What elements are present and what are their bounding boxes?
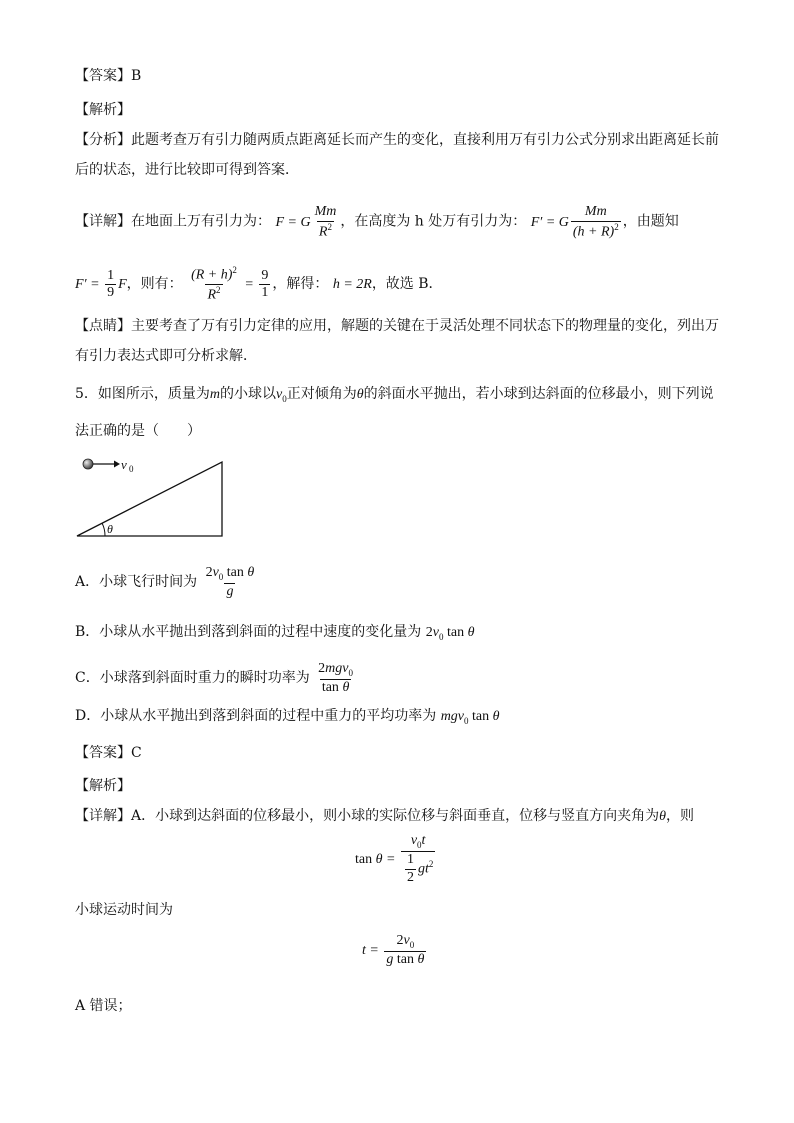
dianjing-line-2: 有引力表达式即可分析求解． — [75, 348, 257, 364]
answer-tag: 【答案】 — [75, 68, 131, 84]
xiangjie-tag-2: 【详解】 — [75, 808, 131, 824]
ball-icon — [83, 459, 93, 469]
option-c — [75, 662, 357, 696]
equation-time: t = $\frac{2v_0}{\text{g tan θ}}$ — [362, 933, 425, 968]
mass-symbol: m — [209, 387, 221, 402]
xiangjie-q5-end: ，则 — [666, 808, 694, 824]
xiangjie-text-3: ，由题知 — [622, 213, 679, 230]
xiangjie-q5-line-1 — [75, 806, 694, 827]
xiangjie-text-2: ，在高度为 h 处万有引力为： — [340, 213, 527, 230]
formula-F-height: F′ = G $\frac{Mm}{(h + R)^2}$ — [530, 204, 619, 240]
fenxi-line-2: 后的状态，进行比较即可得到答案． — [75, 162, 299, 178]
option-a-text: A．小球飞行时间为 — [75, 574, 198, 591]
v0-subscript: 0 — [129, 464, 134, 474]
option-d — [75, 706, 500, 731]
equation-tan-theta: tan θ = $v_0t$ $\frac{1}{2}$ $gt^2$ — [355, 833, 434, 885]
xiangjie-text-1: 在地面上万有引力为： — [131, 213, 271, 230]
formula-h-result: h = 2R — [332, 277, 372, 293]
xiangjie-text-5: ，解得： — [272, 276, 329, 293]
dianjing-text-1: 主要考查了万有引力定律的应用，解题的关键在于灵活处理不同状态下的物理量的变化，列出万 — [131, 318, 719, 334]
v0-label: v — [121, 457, 127, 472]
xiangjie-text-6: ，故选 B． — [371, 276, 443, 293]
option-d-text: D．小球从水平抛出到落到斜面的过程中重力的平均功率为 — [75, 708, 437, 724]
fenxi-line-1 — [75, 130, 719, 150]
q5-stem-b: 的小球以 — [220, 386, 277, 402]
answer-line-1 — [75, 66, 141, 86]
theta-label: θ — [107, 522, 113, 536]
formula-F-ratio: F′ = $\frac{1}{9}$ F — [75, 267, 127, 301]
option-b — [75, 622, 474, 647]
option-d-formula: mgv$_0$ tan θ — [440, 709, 500, 726]
incline-figure — [75, 452, 235, 542]
xiangjie-line-2 — [75, 266, 443, 304]
q5-stem-line-1 — [75, 384, 714, 409]
q5-stem-c: 正对倾角为 — [286, 386, 357, 402]
dianjing-tag: 【点睛】 — [75, 318, 131, 334]
analysis-tag-1: 【解析】 — [75, 102, 131, 118]
fenxi-text-1: 此题考查万有引力随两质点距离延长而产生的变化，直接利用万有引力公式分别求出距离延长前 — [131, 132, 719, 148]
angle-arc — [102, 523, 105, 536]
formula-F-surface: F = G $\frac{Mm}{R^2}$ — [275, 204, 337, 240]
option-b-formula: $2v_0$ tan θ — [425, 625, 475, 642]
fenxi-tag: 【分析】 — [75, 132, 131, 148]
xiangjie-line-1 — [75, 205, 679, 240]
option-c-text: C．小球落到斜面时重力的瞬时功率为 — [75, 670, 310, 687]
answer-tag-2: 【答案】 — [75, 745, 131, 761]
analysis-tag-2: 【解析】 — [75, 778, 131, 794]
xiangjie-tag: 【详解】 — [75, 213, 131, 230]
xiangjie-q5-text: A．小球到达斜面的位移最小，则小球的实际位移与斜面垂直，位移与竖直方向夹角为 — [131, 808, 660, 824]
option-a — [75, 566, 258, 600]
arrow-head-icon — [114, 461, 120, 468]
time-text: 小球运动时间为 — [75, 902, 173, 918]
q5-stem-d: 的斜面水平抛出，若小球到达斜面的位移最小，则下列说 — [363, 386, 714, 402]
v0-symbol: $v_0$ — [276, 387, 287, 404]
xiangjie-text-4: ，则有： — [126, 276, 183, 293]
dianjing-line-1 — [75, 316, 719, 336]
incline-triangle — [77, 462, 222, 536]
a-wrong-text: A 错误； — [75, 998, 132, 1014]
option-c-formula: $\frac{2mgv_0}{\text{tan θ}}$ — [318, 661, 353, 696]
option-a-formula: $\frac{2v_0 \tan \theta}{g}$ — [205, 565, 255, 600]
formula-ratio: $\frac{(R + h)^2}{R^2}$ = $\frac{9}{1}$ — [191, 265, 269, 303]
theta-symbol: θ — [356, 387, 364, 402]
q5-stem-a: 5．如图所示，质量为 — [75, 386, 210, 402]
answer-value: B — [131, 68, 142, 84]
answer-line-2 — [75, 743, 142, 763]
answer-value-2: C — [131, 745, 142, 761]
option-b-text: B．小球从水平抛出到落到斜面的过程中速度的变化量为 — [75, 624, 422, 640]
theta-symbol-2: θ — [659, 809, 666, 824]
q5-stem-line-2: 法正确的是（ ） — [75, 423, 201, 439]
